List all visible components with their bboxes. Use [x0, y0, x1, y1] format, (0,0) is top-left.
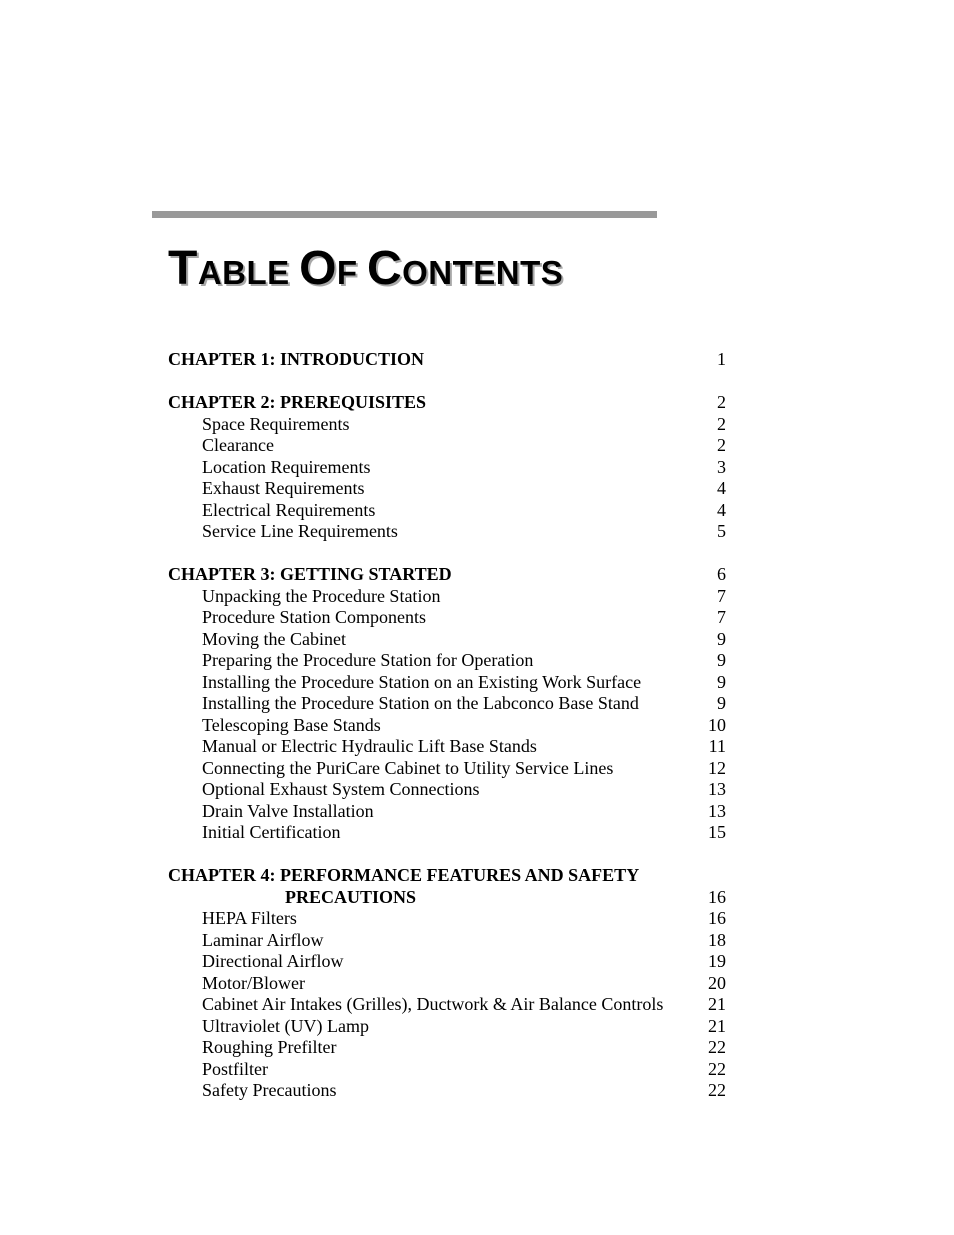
toc-entry[interactable] — [168, 1080, 728, 1102]
page-number: 12 — [708, 757, 726, 778]
entry-label: Procedure Station Components — [202, 607, 426, 627]
page-number: 3 — [717, 456, 726, 477]
entry-label: CHAPTER 3: GETTING STARTED — [168, 564, 452, 584]
toc-entry[interactable] — [168, 414, 728, 436]
entry-label: Telescoping Base Stands — [202, 714, 381, 735]
toc-entry[interactable] — [168, 693, 728, 715]
entry-label: CHAPTER 2: PREREQUISITES — [168, 392, 427, 412]
page-number: 1 — [717, 349, 726, 369]
page-number: 21 — [708, 994, 726, 1014]
entry-label: Connecting the PuriCare Cabinet to Utility Service Lines — [202, 757, 614, 778]
entry-label: Initial Certification — [202, 822, 341, 842]
page-number: 20 — [708, 972, 726, 993]
toc-entry[interactable] — [168, 779, 728, 801]
toc-entry[interactable] — [168, 607, 728, 629]
toc-entry[interactable] — [168, 521, 728, 543]
page-number: 4 — [717, 499, 726, 520]
entry-label: Directional Airflow — [202, 951, 344, 971]
toc-entry[interactable] — [168, 650, 728, 672]
entry-label: Moving the Cabinet — [202, 628, 346, 649]
page-number: 9 — [717, 650, 726, 670]
toc-entry[interactable] — [168, 908, 728, 930]
page-number: 7 — [717, 585, 726, 606]
page-number: 2 — [717, 413, 726, 434]
entry-label: PRECAUTIONS — [285, 886, 417, 907]
entry-label: Cabinet Air Intakes (Grilles), Ductwork & Air Balance Controls — [202, 994, 664, 1014]
page-number: 10 — [708, 714, 726, 735]
toc-entry[interactable] — [168, 1059, 728, 1081]
toc-entry[interactable] — [168, 629, 728, 651]
entry-label: Safety Precautions — [202, 1080, 337, 1100]
chapter-4-entry[interactable] — [168, 865, 728, 887]
page-number: 13 — [708, 779, 726, 799]
page-number: 4 — [717, 478, 726, 498]
toc-entry[interactable] — [168, 1016, 728, 1038]
page-number: 11 — [708, 736, 726, 756]
page-title — [168, 242, 564, 295]
entry-label: Service Line Requirements — [202, 521, 398, 541]
toc-entry[interactable] — [168, 478, 728, 500]
entry-label: Location Requirements — [202, 456, 371, 477]
toc-entry[interactable] — [168, 994, 728, 1016]
title-letters: C — [366, 242, 403, 295]
entry-label: Electrical Requirements — [202, 499, 376, 520]
page-number: 9 — [717, 671, 726, 692]
entry-label: Drain Valve Installation — [202, 800, 374, 821]
page-number: 15 — [708, 822, 726, 842]
page-number: 19 — [708, 951, 726, 971]
entry-label: Laminar Airflow — [202, 929, 324, 950]
page-number: 22 — [708, 1037, 726, 1057]
toc-entry[interactable] — [168, 822, 728, 844]
entry-label: HEPA Filters — [202, 908, 297, 928]
entry-label: Installing the Procedure Station on the Labconco Base Stand — [202, 693, 639, 713]
entry-label: Postfilter — [202, 1058, 268, 1079]
entry-label: Preparing the Procedure Station for Operation — [202, 650, 534, 670]
title-letters: T — [168, 242, 198, 295]
entry-label: Exhaust Requirements — [202, 478, 365, 498]
page-number: 22 — [708, 1058, 726, 1079]
page-number: 9 — [717, 628, 726, 649]
page-number: 2 — [717, 392, 726, 412]
entry-label: Manual or Electric Hydraulic Lift Base Stands — [202, 736, 537, 756]
toc-entry[interactable] — [168, 586, 728, 608]
page-number: 2 — [717, 435, 726, 455]
chapter-2-entry[interactable] — [168, 392, 728, 414]
page-number: 16 — [708, 908, 726, 928]
title-letters: O — [299, 242, 337, 295]
toc-entry[interactable] — [168, 715, 728, 737]
toc-entry[interactable] — [168, 930, 728, 952]
toc-entry[interactable] — [168, 951, 728, 973]
entry-label: Optional Exhaust System Connections — [202, 779, 480, 799]
title-letters: ABLE — [197, 254, 290, 291]
chapter-1-entry[interactable] — [168, 349, 728, 371]
entry-label: Ultraviolet (UV) Lamp — [202, 1015, 369, 1036]
toc-entry[interactable] — [168, 758, 728, 780]
toc-entry[interactable] — [168, 736, 728, 758]
page-number: 7 — [717, 607, 726, 627]
entry-label: Roughing Prefilter — [202, 1037, 337, 1057]
chapter-3-entry[interactable] — [168, 564, 728, 586]
entry-label: CHAPTER 4: PERFORMANCE FEATURES AND SAFETY — [168, 865, 640, 885]
page-number: 18 — [708, 929, 726, 950]
entry-label: Installing the Procedure Station on an Existing Work Surface — [202, 671, 642, 692]
chapter-4-entry-continued[interactable] — [168, 887, 728, 909]
toc-entry[interactable] — [168, 672, 728, 694]
toc-entry[interactable] — [168, 1037, 728, 1059]
page-number: 13 — [708, 800, 726, 821]
entry-label: Motor/Blower — [202, 972, 305, 993]
page-number: 6 — [717, 564, 726, 584]
title-letters: ONTENTS — [402, 254, 564, 291]
page-number: 5 — [717, 521, 726, 541]
page-number: 21 — [708, 1015, 726, 1036]
page-number: 22 — [708, 1080, 726, 1100]
title-letters: F — [336, 254, 358, 291]
entry-label: Space Requirements — [202, 413, 350, 434]
toc-entry[interactable] — [168, 435, 728, 457]
header-rule — [152, 211, 657, 218]
toc-entry[interactable] — [168, 973, 728, 995]
entry-label: CHAPTER 1: INTRODUCTION — [168, 349, 425, 369]
table-of-contents — [168, 349, 728, 1102]
toc-entry[interactable] — [168, 457, 728, 479]
toc-entry[interactable] — [168, 500, 728, 522]
toc-entry[interactable] — [168, 801, 728, 823]
entry-label: Unpacking the Procedure Station — [202, 585, 441, 606]
page-number: 16 — [708, 886, 726, 907]
page-number: 9 — [717, 693, 726, 713]
entry-label: Clearance — [202, 435, 274, 455]
